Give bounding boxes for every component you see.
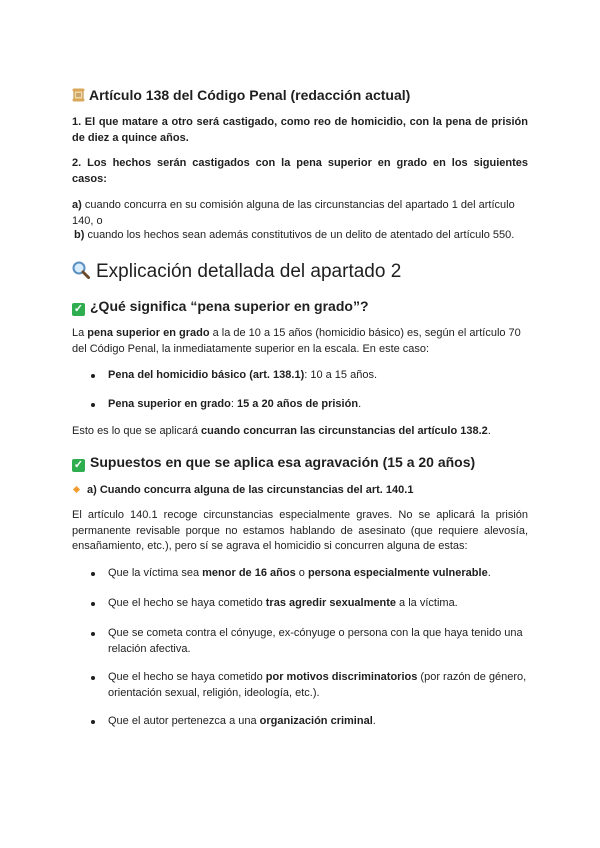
q2-heading-text: Supuestos en que se aplica esa agravación (15 a 20 años) <box>90 454 476 470</box>
check-icon: ✓ <box>73 303 84 315</box>
article-title-text: Artículo 138 del Código Penal (redacción actual) <box>89 87 411 103</box>
q1-intro-part: a la de 10 a 15 años (homicidio básico) es, según el artículo 70 del Código Penal, la inmediatamente superior en la escala. En este caso: <box>72 327 521 355</box>
item-b-label: b) <box>74 229 85 241</box>
q1-after <box>72 424 528 440</box>
item-a-text: cuando concurra en su comisión alguna de las circunstancias del apartado 1 del artículo 140, o <box>72 199 515 227</box>
list-item <box>108 566 528 582</box>
q2-description: El artículo 140.1 recoge circunstancias especialmente graves. No se aplicará la prisión permanente revisable porque no estamos hablando de asesinato (que requiere alevosía, ensañamiento, etc.), pero sí se agrava el homicidio si concurren alguna de estas: <box>72 509 528 552</box>
list-item-text: . <box>358 398 362 410</box>
list-item-text: . <box>487 567 491 579</box>
list-item-text: o <box>295 567 308 579</box>
q2-heading <box>72 453 528 472</box>
item-a-label: a) <box>72 199 82 211</box>
list-item-bold: Pena del homicidio básico (art. 138.1) <box>108 369 305 381</box>
q1-intro-bold: pena superior en grado <box>87 327 210 339</box>
q1-after-bold: cuando concurran las circunstancias del artículo 138.2 <box>201 425 488 437</box>
list-item-text: Que la víctima sea <box>108 567 203 579</box>
article-item-a <box>72 198 528 229</box>
list-item <box>108 714 528 730</box>
section-title-text: Explicación detallada del apartado 2 <box>96 261 402 282</box>
article-paragraph-1: 1. El que matare a otro será castigado, como reo de homicidio, con la pena de prisión de diez a quince años. <box>72 116 528 144</box>
item-b-text: cuando los hechos sean además constitutivos de un delito de atentado del artículo 550. <box>84 229 515 241</box>
q1-intro-part: La <box>72 327 88 339</box>
list-item-bold: Pena superior en grado <box>108 398 231 410</box>
list-item <box>108 670 528 701</box>
list-item-text: a la víctima. <box>396 597 458 609</box>
article-paragraph-2: 2. Los hechos serán castigados con la pena superior en grado en los siguientes casos: <box>72 157 528 185</box>
list-item-bold: persona especialmente vulnerable <box>307 567 488 579</box>
list-item-text: (por razón de género, orientación sexual, religión, ideología, etc.). <box>108 671 527 699</box>
list-item-bold: organización criminal <box>259 715 373 727</box>
list-item-text: : <box>230 398 237 410</box>
scroll-icon <box>72 88 85 102</box>
list-item-bold: 15 a 20 años de prisión <box>237 398 359 410</box>
list-item-bold: tras agredir sexualmente <box>265 597 396 609</box>
list-item-text: Que el hecho se haya cometido <box>108 597 266 609</box>
list-item-text: . <box>372 715 376 727</box>
q2-subheading-text: a) Cuando concurra alguna de las circunstancias del art. 140.1 <box>87 484 414 496</box>
q1-heading <box>72 297 528 316</box>
q1-after-part: Esto es lo que se aplicará <box>72 425 202 437</box>
q2-subheading <box>72 483 528 499</box>
check-icon: ✓ <box>73 459 84 471</box>
orange-diamond-icon <box>73 486 80 493</box>
list-item-text: Que el autor pertenezca a una <box>108 715 260 727</box>
list-item-text: Que el hecho se haya cometido <box>108 671 266 683</box>
article-item-b <box>74 228 530 244</box>
q1-heading-text: ¿Qué significa “pena superior en grado”? <box>90 298 369 314</box>
list-item <box>108 368 528 384</box>
list-item-bold: menor de 16 años <box>202 567 296 579</box>
list-item <box>108 596 528 612</box>
list-item-text: : 10 a 15 años. <box>304 369 378 381</box>
magnifier-icon <box>72 261 90 279</box>
list-item <box>108 397 528 413</box>
list-item-bold: por motivos discriminatorios <box>265 671 418 683</box>
q1-intro <box>72 326 528 357</box>
article-title <box>72 86 528 104</box>
list-item: Que se cometa contra el cónyuge, ex-cónyuge o persona con la que haya tenido una relación afectiva. <box>108 626 528 657</box>
q1-after-part: . <box>487 425 491 437</box>
section-title <box>72 260 528 284</box>
